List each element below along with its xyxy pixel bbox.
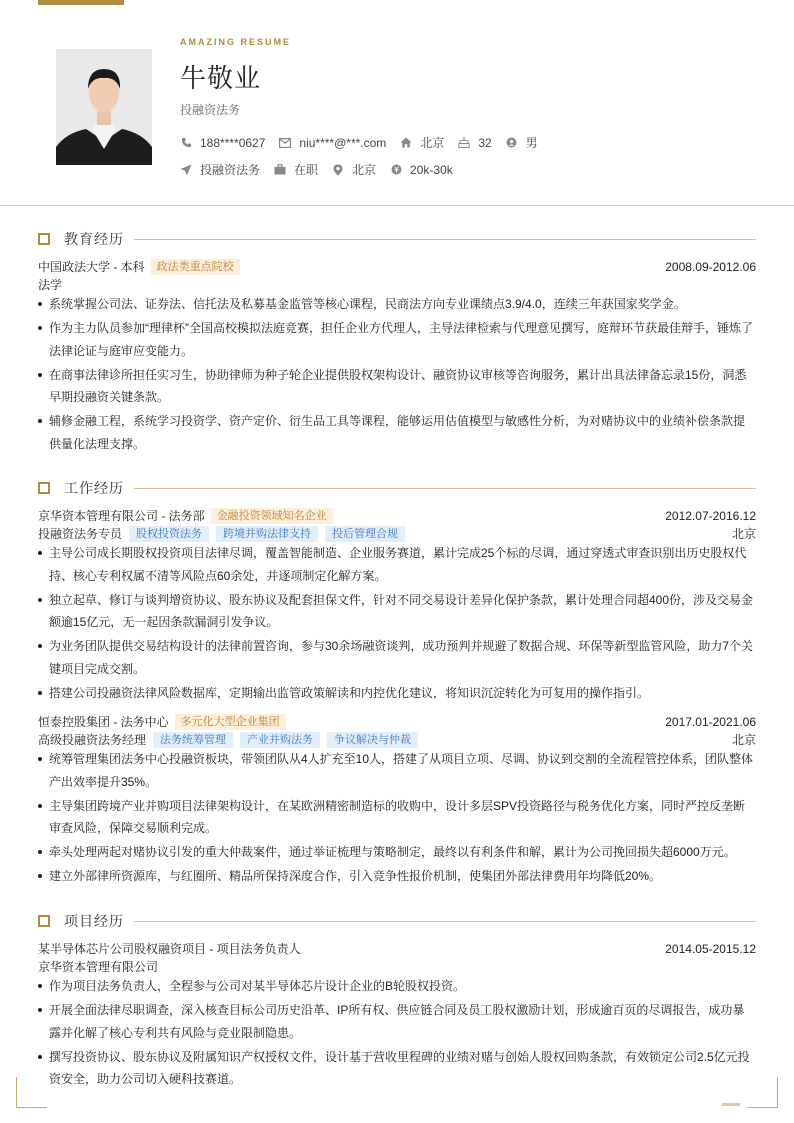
- project-name-row: [38, 940, 756, 957]
- company-name: 恒泰控股集团 - 法务中心: [38, 715, 169, 729]
- list-item: 系统掌握公司法、证券法、信托法及私募基金监管等核心课程，民商法方向专业课绩点3.9/4.0，连续三年获国家奖学金。: [38, 293, 756, 316]
- job-company-row: [38, 507, 756, 524]
- age-text: 32: [478, 135, 492, 150]
- school-name: 中国政法大学 - 本科: [38, 260, 145, 274]
- gender-text: 男: [525, 136, 538, 150]
- age-item: [458, 136, 491, 150]
- education-bullets: [38, 293, 756, 457]
- resume-header: [0, 0, 794, 206]
- education-school-row: [38, 258, 756, 275]
- list-item: 为业务团队提供交易结构设计的法律前置咨询，参与30余场融资谈判，成功预判并规避了数据合规、环保等新型监管风险，助力7个关键项目完成交割。: [38, 635, 756, 680]
- phone-text: 188****0627: [200, 135, 266, 150]
- project-org-row: [38, 958, 756, 975]
- list-item: 作为项目法务负责人，全程参与公司对某半导体芯片设计企业的B轮股权投资。: [38, 975, 756, 998]
- intent-position-item: [180, 161, 260, 178]
- project-bullets: [38, 975, 756, 1092]
- mail-icon: [279, 137, 291, 149]
- intent-salary-text: 20k-30k: [410, 162, 453, 177]
- gender-icon: [506, 137, 518, 149]
- job-role: 高级投融资法务经理: [38, 733, 147, 747]
- email-item: [279, 136, 386, 150]
- section-marker-icon: [38, 233, 50, 245]
- intent-city-text: 北京: [352, 163, 377, 177]
- job-intent-row: [180, 161, 467, 178]
- gender-item: [506, 134, 538, 151]
- resume-brand: AMAZING RESUME: [180, 37, 291, 47]
- page-footer-mark: [722, 1103, 740, 1106]
- education-date: 2008.09-2012.06: [665, 259, 756, 274]
- company-tag: 多元化大型企业集团: [175, 714, 286, 730]
- skill-tag: 产业并购法务: [240, 732, 320, 748]
- page-corner-decoration: [747, 1077, 778, 1108]
- list-item: 在商事法律诊所担任实习生，协助律师为种子轮企业提供股权架构设计、融资协议审核等咨询服务，累计出具法律备忘录15份，洞悉早期投融资关键条款。: [38, 364, 756, 409]
- send-icon: [180, 164, 192, 176]
- job-company-row: [38, 713, 756, 730]
- home-icon: [400, 137, 412, 149]
- project-section-title: 项目经历: [64, 913, 124, 929]
- candidate-name: 牛敬业: [180, 63, 262, 93]
- list-item: 辅修金融工程，系统学习投资学、资产定价、衍生品工具等课程，能够运用估值模型与敏感性分析，为对赌协议中的业绩补偿条款提供量化法理支撑。: [38, 410, 756, 455]
- section-divider: [134, 488, 756, 489]
- list-item: 独立起草、修订与谈判增资协议、股东协议及配套担保文件，针对不同交易设计差异化保护条款，累计处理合同超400份，涉及交易金额逾15亿元，无一起因条款漏洞引发争议。: [38, 589, 756, 634]
- list-item: 作为主力队员参加“理律杯”全国高校模拟法庭竞赛，担任企业方代理人，主导法律检索与代理意见撰写，庭辩环节获最佳辩手，锤炼了法律论证与庭审应变能力。: [38, 317, 756, 362]
- salary-icon: [390, 164, 402, 176]
- school-tag: 政法类重点院校: [151, 259, 240, 275]
- job-city: 北京: [731, 527, 756, 541]
- job-role-row: [38, 731, 756, 748]
- company-tag: 金融投资领域知名企业: [211, 508, 333, 524]
- candidate-position: 投融资法务: [180, 103, 241, 117]
- section-divider: [134, 239, 756, 240]
- project-org: 京华资本管理有限公司: [38, 960, 159, 974]
- section-marker-icon: [38, 482, 50, 494]
- contact-row: [180, 134, 552, 151]
- profile-photo: [56, 49, 152, 165]
- list-item: 搭建公司投融资法律风险数据库，定期输出监管政策解读和内控优化建议，将知识沉淀转化为可复用的操作指引。: [38, 682, 756, 705]
- residence-text: 北京: [420, 136, 445, 150]
- project-name: 某半导体芯片公司股权融资项目 - 项目法务负责人: [38, 942, 301, 956]
- cake-icon: [458, 137, 470, 149]
- company-name: 京华资本管理有限公司 - 法务部: [38, 509, 205, 523]
- work-section-title: 工作经历: [64, 480, 124, 496]
- list-item: 主导公司成长期股权投资项目法律尽调，覆盖智能制造、企业服务赛道，累计完成25个标的尽调，通过穿透式审查识别出历史股权代持、核心专利权属不清等风险点60余处，并逐项制定化解方案。: [38, 542, 756, 587]
- major: 法学: [38, 278, 63, 292]
- intent-city-item: [332, 161, 376, 178]
- residence-item: [400, 134, 444, 151]
- project-date: 2014.05-2015.12: [665, 941, 756, 956]
- project-section-header: [38, 912, 756, 930]
- list-item: 撰写投资协议、股东协议及附属知识产权授权文件，设计基于营收里程碑的业绩对赌与创始人股权回购条款，有效锁定公司2.5亿元投资安全，助力公司切入硬科技赛道。: [38, 1046, 756, 1091]
- section-marker-icon: [38, 915, 50, 927]
- skill-tag: 投后管理合规: [325, 526, 405, 542]
- skill-tag: 争议解决与仲裁: [327, 732, 418, 748]
- list-item: 开展全面法律尽职调查，深入核查目标公司历史沿革、IP所有权、供应链合同及员工股权激励计划，形成逾百页的尽调报告，成功暴露并化解了核心专利共有风险与竞业限制隐患。: [38, 999, 756, 1044]
- intent-status-text: 在职: [294, 163, 319, 177]
- job-role: 投融资法务专员: [38, 527, 123, 541]
- job-role-row: [38, 525, 756, 542]
- job-city: 北京: [731, 733, 756, 747]
- skill-tag: 跨境并购法律支持: [216, 526, 318, 542]
- list-item: 牵头处理两起对赌协议引发的重大仲裁案件，通过举证梳理与策略制定，最终以有利条件和解，累计为公司挽回损失超6000万元。: [38, 841, 756, 864]
- list-item: 主导集团跨境产业并购项目法律架构设计，在某欧洲精密制造标的收购中，设计多层SPV投资路径与税务优化方案，同时严控反垄断审查风险，保障交易顺利完成。: [38, 795, 756, 840]
- education-major-row: [38, 276, 756, 293]
- phone-item: [180, 136, 265, 150]
- skill-tag: 法务统筹管理: [153, 732, 233, 748]
- job-bullets: [38, 748, 756, 889]
- education-section-title: 教育经历: [64, 231, 124, 247]
- education-section-header: [38, 230, 756, 248]
- list-item: 建立外部律所资源库，与红圈所、精品所保持深度合作，引入竞争性报价机制，使集团外部法律费用年均降低20%。: [38, 865, 756, 888]
- page-corner-decoration: [16, 1077, 47, 1108]
- job-date: 2017.01-2021.06: [665, 714, 756, 729]
- phone-icon: [180, 137, 192, 149]
- intent-status-item: [274, 161, 318, 178]
- intent-position-text: 投融资法务: [200, 163, 261, 177]
- job-bullets: [38, 542, 756, 706]
- location-pin-icon: [332, 164, 344, 176]
- section-divider: [134, 921, 756, 922]
- skill-tag: 股权投资法务: [129, 526, 209, 542]
- work-section-header: [38, 479, 756, 497]
- list-item: 统筹管理集团法务中心投融资板块，带领团队从4人扩充至10人，搭建了从项目立项、尽调、协议到交割的全流程管控体系，团队整体产出效率提升35%。: [38, 748, 756, 793]
- briefcase-icon: [274, 164, 286, 176]
- email-text: niu****@***.com: [299, 135, 387, 150]
- job-date: 2012.07-2016.12: [665, 508, 756, 523]
- intent-salary-item: [390, 163, 453, 177]
